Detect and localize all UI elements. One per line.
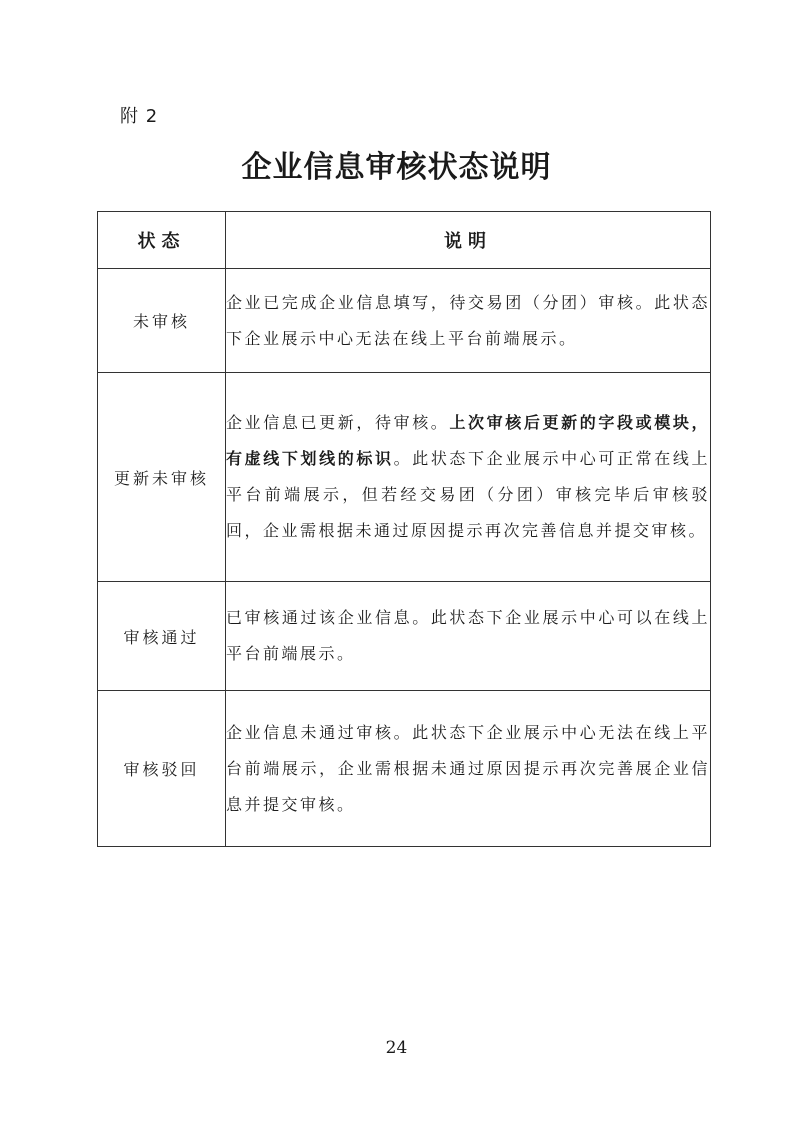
- header-status: 状态: [98, 212, 226, 269]
- description-bold-text: 上次审核后更新的字段或模块，有虚线下划线的标识: [226, 413, 710, 468]
- table-row: [98, 373, 711, 582]
- document-title: 企业信息审核状态说明: [241, 150, 552, 185]
- appendix-label: 附 2: [120, 106, 159, 127]
- description-cell: 企业已完成企业信息填写，待交易团（分团）审核。此状态下企业展示中心无法在线上平台前端展示。: [226, 269, 711, 373]
- page-number: 24: [385, 1038, 408, 1058]
- description-text: 。此状态下企业展示中心可正常在线上平台前端展示，但若经交易团（分团）审核完毕后审核驳回，企业需根据未通过原因提示再次完善信息并提交审核。: [226, 449, 710, 540]
- table-header-row: [98, 212, 711, 269]
- table-row: [98, 269, 711, 373]
- description-cell: 企业信息未通过审核。此状态下企业展示中心无法在线上平台前端展示，企业需根据未通过原因提示再次完善展企业信息并提交审核。: [226, 691, 711, 847]
- description-cell: [226, 373, 711, 582]
- table-row: [98, 582, 711, 691]
- status-cell: 审核通过: [98, 582, 226, 691]
- status-cell: 更新未审核: [98, 373, 226, 582]
- description-text: 企业信息已更新，待审核。: [226, 413, 450, 432]
- status-cell: 未审核: [98, 269, 226, 373]
- status-cell: 审核驳回: [98, 691, 226, 847]
- status-table: [97, 211, 711, 847]
- description-cell: 已审核通过该企业信息。此状态下企业展示中心可以在线上平台前端展示。: [226, 582, 711, 691]
- table-row: [98, 691, 711, 847]
- header-description: 说明: [226, 212, 711, 269]
